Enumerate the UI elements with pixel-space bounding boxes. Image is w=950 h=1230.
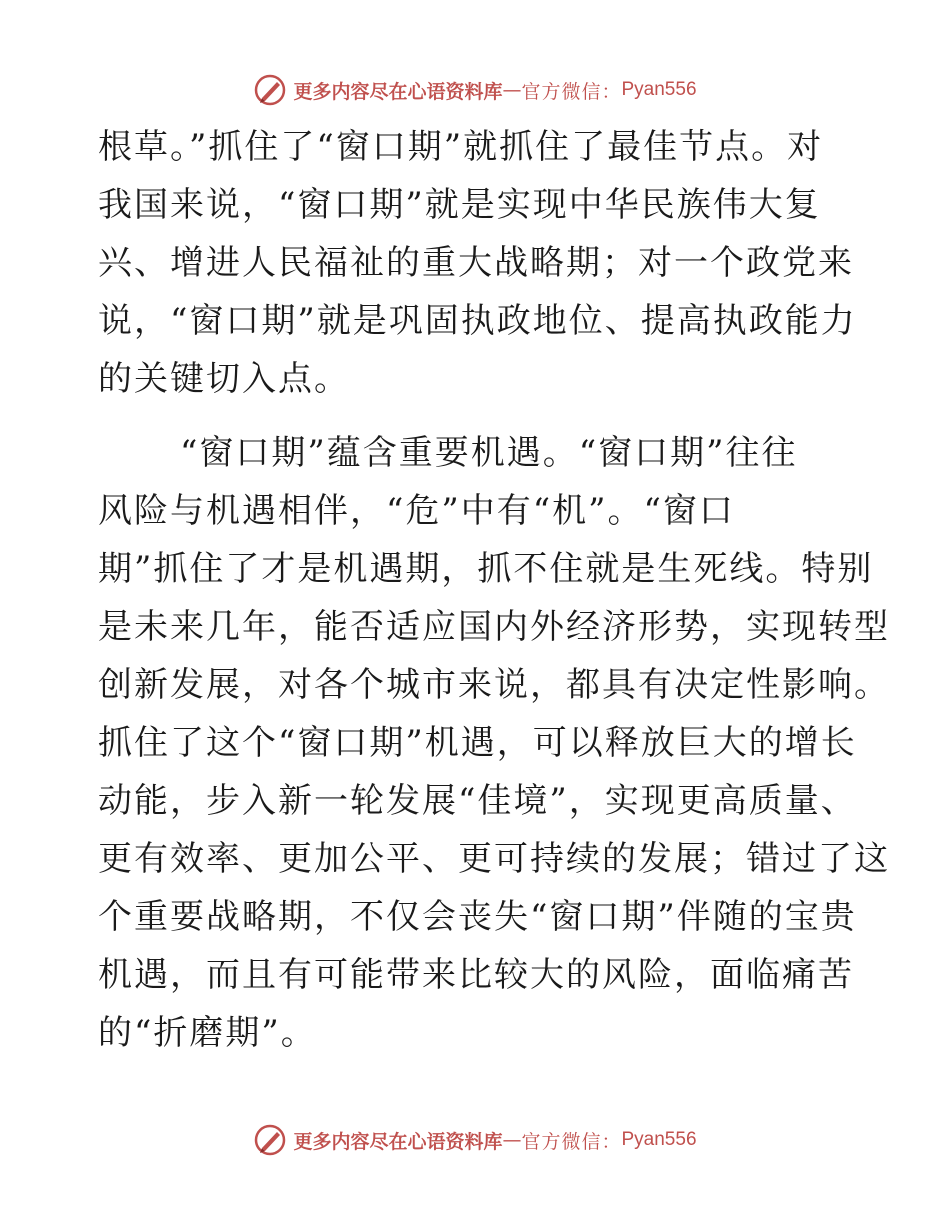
- text-line: 根草。”抓住了“窗口期”就抓住了最佳节点。对: [98, 127, 824, 167]
- text-line: 是未来几年，能否适应国内外经济形势，实现转型: [98, 607, 890, 647]
- text-line: 期”抓住了才是机遇期，抓不住就是生死线。特别: [98, 549, 874, 589]
- text-line: 我国来说，“窗口期”就是实现中华民族伟大复: [98, 185, 821, 225]
- text-line: 风险与机遇相伴，“危”中有“机”。“窗口: [98, 491, 735, 531]
- header-watermark: [0, 70, 950, 110]
- text-line: 的关键切入点。: [98, 359, 350, 399]
- pen-logo-icon: [253, 73, 287, 107]
- watermark-wechat-label: 官方微信：: [521, 80, 622, 103]
- text-line: 动能，步入新一轮发展“佳境”，实现更高质量、: [98, 781, 857, 821]
- paragraph-first-line: “窗口期”蕴含重要机遇。“窗口期”往往: [180, 433, 798, 473]
- watermark-wechat-label: 官方微信：: [521, 1130, 622, 1153]
- watermark-site-name: 更多内容尽在心语资料库: [293, 1130, 503, 1153]
- watermark-dash: —: [502, 1129, 522, 1151]
- text-line: 的“折磨期”。: [98, 1013, 317, 1053]
- watermark-wechat-id: Pyan556: [621, 1129, 697, 1150]
- text-line: 个重要战略期，不仅会丧失“窗口期”伴随的宝贵: [98, 897, 857, 937]
- text-line: 抓住了这个“窗口期”机遇，可以释放巨大的增长: [98, 723, 857, 763]
- text-line: 兴、增进人民福祉的重大战略期；对一个政党来: [98, 243, 854, 283]
- pen-logo-icon: [253, 1123, 287, 1157]
- watermark-wechat-id: Pyan556: [621, 79, 697, 100]
- footer-watermark: [0, 1120, 950, 1160]
- text-line: 更有效率、更加公平、更可持续的发展；错过了这: [98, 839, 890, 879]
- watermark-site-name: 更多内容尽在心语资料库: [293, 80, 503, 103]
- text-line: 机遇，而且有可能带来比较大的风险，面临痛苦: [98, 955, 854, 995]
- text-line: 说，“窗口期”就是巩固执政地位、提高执政能力: [98, 301, 857, 341]
- text-line: 创新发展，对各个城市来说，都具有决定性影响。: [98, 665, 890, 705]
- watermark-dash: —: [502, 79, 522, 101]
